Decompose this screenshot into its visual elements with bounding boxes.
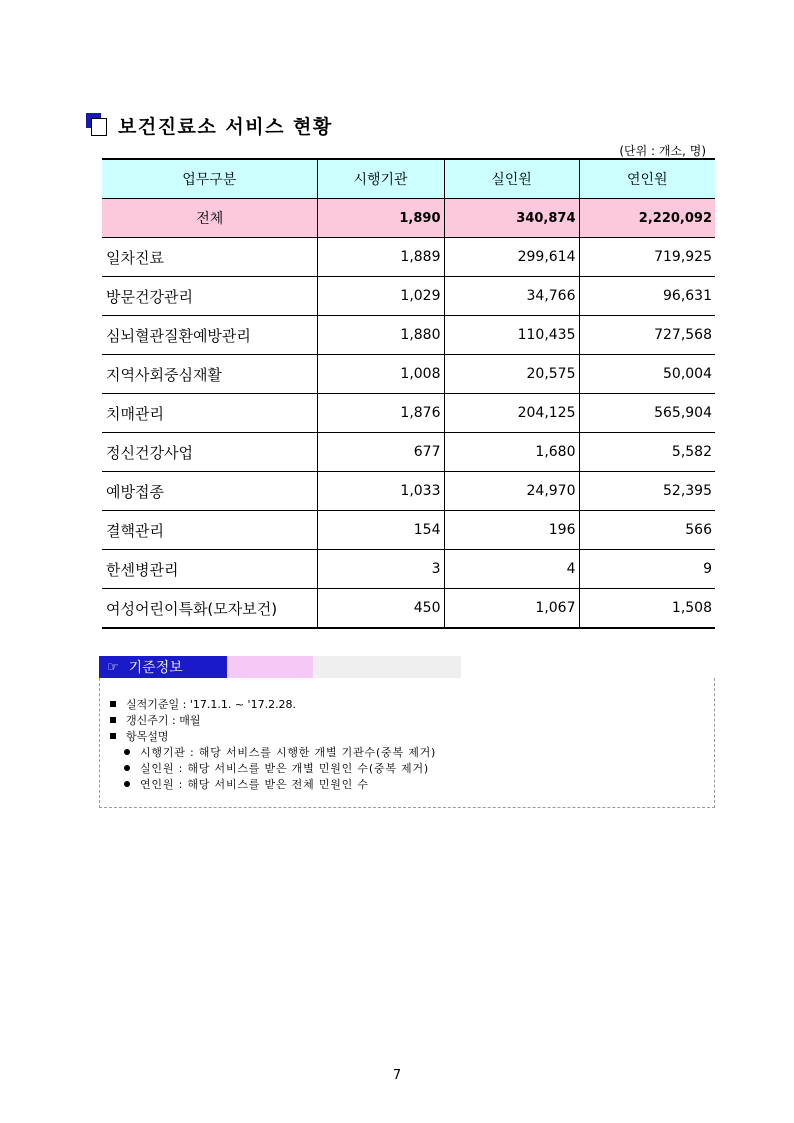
list-item bbox=[100, 776, 714, 792]
info-item-text: 실적기준일 : '17.1.1. ~ '17.2.28. bbox=[126, 698, 297, 711]
persons-cell: 24,970 bbox=[444, 472, 579, 511]
list-item bbox=[100, 728, 714, 744]
info-item-text: 항목설명 bbox=[126, 730, 169, 743]
unit-note: (단위 : 개소, 명) bbox=[619, 144, 706, 158]
persons-cell: 20,575 bbox=[444, 355, 579, 394]
square-bullet-icon bbox=[110, 717, 116, 723]
visits-cell: 565,904 bbox=[579, 394, 715, 433]
table-row bbox=[102, 433, 715, 472]
visits-cell: 96,631 bbox=[579, 277, 715, 316]
info-header-accent bbox=[227, 656, 313, 678]
persons-cell: 1,680 bbox=[444, 433, 579, 472]
visits-cell: 566 bbox=[579, 511, 715, 550]
visits-cell: 50,004 bbox=[579, 355, 715, 394]
visits-cell: 9 bbox=[579, 550, 715, 589]
row-label: 일차진료 bbox=[102, 238, 317, 277]
dot-bullet-icon bbox=[124, 749, 130, 755]
table-row bbox=[102, 550, 715, 589]
table-row bbox=[102, 238, 715, 277]
persons-cell: 1,067 bbox=[444, 589, 579, 629]
persons-cell: 4 bbox=[444, 550, 579, 589]
info-box bbox=[99, 678, 715, 808]
info-header-accent bbox=[313, 656, 461, 678]
institutions-cell: 1,029 bbox=[317, 277, 444, 316]
persons-cell: 340,874 bbox=[444, 199, 579, 238]
column-header: 업무구분 bbox=[102, 159, 317, 199]
table-header-row bbox=[102, 159, 715, 199]
visits-cell: 719,925 bbox=[579, 238, 715, 277]
visits-cell: 1,508 bbox=[579, 589, 715, 629]
row-label: 한센병관리 bbox=[102, 550, 317, 589]
institutions-cell: 3 bbox=[317, 550, 444, 589]
info-header bbox=[99, 656, 461, 678]
info-subitem-text: 시행기관 : 해당 서비스를 시행한 개별 기관수(중복 제거) bbox=[140, 746, 437, 759]
institutions-cell: 450 bbox=[317, 589, 444, 629]
institutions-cell: 1,890 bbox=[317, 199, 444, 238]
info-tab bbox=[99, 656, 227, 678]
row-label: 심뇌혈관질환예방관리 bbox=[102, 316, 317, 355]
table-row bbox=[102, 394, 715, 433]
square-bullet-icon bbox=[110, 701, 116, 707]
list-item bbox=[100, 760, 714, 776]
institutions-cell: 1,889 bbox=[317, 238, 444, 277]
table-row bbox=[102, 355, 715, 394]
row-label: 치매관리 bbox=[102, 394, 317, 433]
info-subitem-text: 연인원 : 해당 서비스를 받은 전체 민원인 수 bbox=[140, 778, 369, 791]
row-label: 정신건강사업 bbox=[102, 433, 317, 472]
column-header: 연인원 bbox=[579, 159, 715, 199]
visits-cell: 2,220,092 bbox=[579, 199, 715, 238]
row-label: 방문건강관리 bbox=[102, 277, 317, 316]
section-square-icon bbox=[86, 113, 108, 137]
table-row bbox=[102, 472, 715, 511]
list-item bbox=[100, 696, 714, 712]
section-title bbox=[86, 112, 333, 138]
page-number: 7 bbox=[392, 1068, 402, 1083]
visits-cell: 5,582 bbox=[579, 433, 715, 472]
info-subitem-text: 실인원 : 해당 서비스를 받은 개별 민원인 수(중복 제거) bbox=[140, 762, 430, 775]
institutions-cell: 1,876 bbox=[317, 394, 444, 433]
info-header-label: 기준정보 bbox=[128, 660, 183, 676]
table-row bbox=[102, 589, 715, 629]
persons-cell: 34,766 bbox=[444, 277, 579, 316]
persons-cell: 299,614 bbox=[444, 238, 579, 277]
row-label: 지역사회중심재활 bbox=[102, 355, 317, 394]
visits-cell: 727,568 bbox=[579, 316, 715, 355]
institutions-cell: 1,880 bbox=[317, 316, 444, 355]
dot-bullet-icon bbox=[124, 781, 130, 787]
institutions-cell: 1,008 bbox=[317, 355, 444, 394]
table-row bbox=[102, 277, 715, 316]
column-header: 시행기관 bbox=[317, 159, 444, 199]
info-item-text: 갱신주기 : 매월 bbox=[126, 714, 201, 727]
visits-cell: 52,395 bbox=[579, 472, 715, 511]
persons-cell: 196 bbox=[444, 511, 579, 550]
row-label: 결핵관리 bbox=[102, 511, 317, 550]
row-label: 여성어린이특화(모자보건) bbox=[102, 589, 317, 629]
row-label: 예방접종 bbox=[102, 472, 317, 511]
list-item bbox=[100, 744, 714, 760]
persons-cell: 110,435 bbox=[444, 316, 579, 355]
service-table bbox=[102, 158, 715, 629]
square-bullet-icon bbox=[110, 733, 116, 739]
table-row bbox=[102, 511, 715, 550]
persons-cell: 204,125 bbox=[444, 394, 579, 433]
total-row bbox=[102, 199, 715, 238]
row-label: 전체 bbox=[102, 199, 317, 238]
page-title: 보건진료소 서비스 현황 bbox=[118, 115, 333, 138]
institutions-cell: 677 bbox=[317, 433, 444, 472]
column-header: 실인원 bbox=[444, 159, 579, 199]
list-item bbox=[100, 712, 714, 728]
table-row bbox=[102, 316, 715, 355]
institutions-cell: 154 bbox=[317, 511, 444, 550]
institutions-cell: 1,033 bbox=[317, 472, 444, 511]
pointing-hand-icon: ☞ bbox=[107, 659, 119, 675]
dot-bullet-icon bbox=[124, 765, 130, 771]
